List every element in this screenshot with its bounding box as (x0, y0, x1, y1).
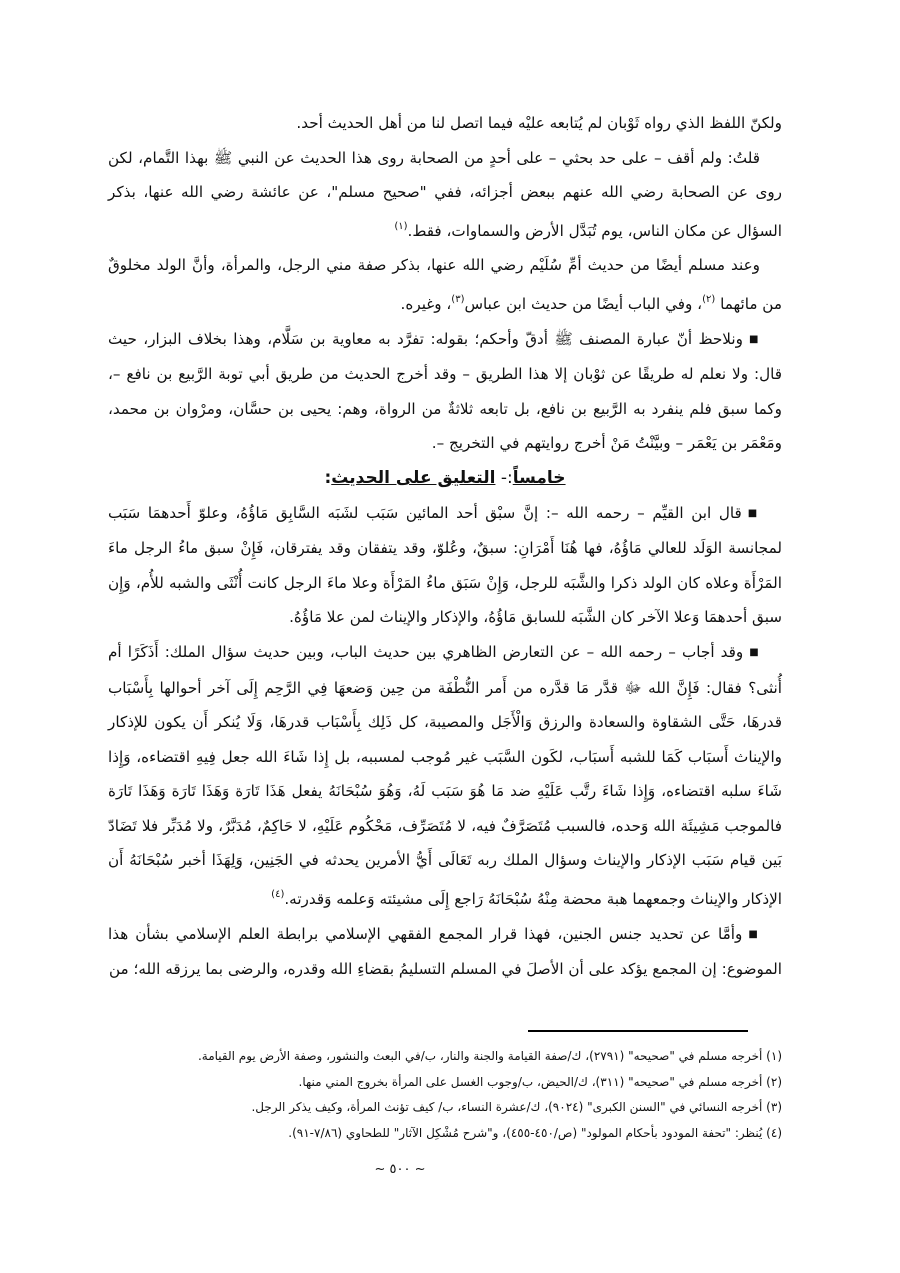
bullet-icon: ■ (747, 507, 760, 519)
heading-separator: :- (495, 467, 513, 488)
paragraph-2: قلتُ: ولم أقف – على حد بحثي – على أحدٍ من الصحابة روى هذا الحديث عن النبي ﷺ بهذا التَّمام، لكن روى عن الصحابة رضي الله عنهم ببعض أجزائه، ففي "صحيح مسلم"، عن عائشة رضي الله عنها، بذكر السؤال عن مكان الناس، يوم تُبَدَّل الأرض والسماوات، فقط.$^{(١)}$ (108, 148, 782, 240)
section-title: التعليق على الحديث (331, 467, 496, 488)
footnote-ref-4[interactable]: (٤) (271, 889, 285, 901)
paragraph-6: ■وقد أجاب – رحمه الله – عن التعارض الظاهري بين حديث الباب، وبين حديث سؤال الملك: أَذَكَرًا أم أُنثى؟ فقال: فَإِنَّ الله ﷻ قدَّر مَا قدَّره من أَمر النُّطْفَة من حِين وَضعهَا فِي الرَّحِم إِلَى آخر أحوالها بِأَسْبَاب قدرهَا، حَتَّى الشقاوة والسعادة والرزق وَالْأَجَل والمصيبة، كل ذَلِك بِأَسْبَاب قدرهَا، وَلَا يُنكر أَن يكون للإذكار والإيناث أَسبَاب كَمَا للشبه أَسبَاب، لكَون السَّبَب غير مُوجب لمسببه، بل إِذا شَاءَ الله جعل فِيهِ اقتضاءه، وَإِذا شَاءَ سلبه اقتضاءه، وَإِذا شَاءَ رتَّب عَلَيْهِ ضد مَا هُوَ سَبَب لَهُ، وَهُوَ سُبْحَانَهُ يفعل هَذَا تَارَة وَهَذَا تَارَة وَهَذَا تَارَة فالموجب مَشِيئَة الله وَحده، فالسبب مُتَصَرَّفٌ فيه، لا مُتَصَرِّف، مَحْكُوم عَلَيْهِ، لا حَاكِمٌ، مُدَبَّرٌ، ولا مُدَبِّر فلا تَضَادّ بَين قيام سَبَب الإذكار والإيناث وسؤال الملك ربه تَعَالَى أَيُّ الأمرين يحدثه في الجَنِين، وَلِهَذَا أخبر سُبْحَانَهُ أَن الإذكار والإيناث وجمعهما هبة محضة مِنْهُ سُبْحَانَهُ رَاجع إِلَى مشيئته وَعلمه وَقدرته.$^{(٤)}$ (108, 642, 782, 909)
paragraph-7: ■وأمَّا عن تحديد جنس الجنين، فهذا قرار المجمع الفقهي الإسلامي برابطة العلم الإسلامي بشأن هذا الموضوع: إن المجمع يؤكد على أن الأصلَ في المسلم التسليمُ بقضاءِ الله وقدره، والرضى بما يرزقه الله؛ من (108, 924, 782, 979)
footnotes (108, 1044, 782, 1146)
paragraph-3: وعند مسلم أيضًا من حديث أمِّ سُلَيْم رضي الله عنها، بذكر صفة مني الرجل، والمرأة، وأنَّ الولد مخلوقٌ من مائهما $^{(٢)}$، وفي الباب أيضًا من حديث ابن عباس$^{(٣)}$، وغيره. (108, 256, 782, 313)
main-text (108, 106, 782, 987)
footnote-ref-3[interactable]: (٣) (451, 293, 465, 305)
footnote-ref-2[interactable]: (٢) (702, 293, 716, 305)
section-heading (108, 461, 782, 496)
page-number: ~ ٥٠٠ ~ (374, 1162, 426, 1177)
footnote-ref-1[interactable]: (١) (394, 220, 408, 232)
footnote-3: (٣) أخرجه النسائي في "السنن الكبرى" (٩٠٢٤)، ك/عشرة النساء، ب/ كيف تؤنث المرأة، وكيف يذكر الرجل. (251, 1100, 782, 1114)
bullet-icon: ■ (748, 333, 760, 345)
paragraph-5: ■قال ابن القيِّم – رحمه الله –: إنَّ سبْق أحد المائين سَبَب لشَبَه السَّابِق مَاؤُهُ، وعلوّ أَحدهمَا سَبَب لمجانسة الوَلَد للعالي مَاؤُهُ، فها هُنَا أَمْرَانِ: سبقٌ، وعُلوّ، وقد يتفقان وقد يفترقان، فَإِنْ سبق ماءُ الرجل ماءَ المَرْأَة وعلاه كان الولد ذكرا والشَّبَه للرجل، وَإِنْ سَبَق ماءُ المَرْأَة وعلا ماءَ الرجل كانت أُنْثَى والشبه للأُم، وَإِن سبق أحدهمَا وَعلا الآخر كان الشَّبَه للسابق مَاؤُهُ، والإذكار والإيناث لمن علا مَاؤُهُ. (108, 503, 782, 627)
footnote-1: (١) أخرجه مسلم في "صحيحه" (٢٧٩١)، ك/صفة القيامة والجنة والنار، ب/في البعث والنشور، وصفة الأرض يوم القيامة. (197, 1049, 782, 1063)
footnote-2: (٢) أخرجه مسلم في "صحيحه" (٣١١)، ك/الحيض، ب/وجوب الغسل على المرأة بخروج المني منها. (298, 1074, 782, 1089)
paragraph-1: ولكنّ اللفظ الذي رواه ثَوْبان لم يُتابعه عليْه فيما اتصل لنا من أهل الحديث أحد. (296, 114, 782, 132)
footnote-separator (528, 1030, 748, 1032)
bullet-icon: ■ (748, 928, 760, 940)
section-number: خامساً (512, 467, 566, 488)
heading-end: : (324, 467, 332, 488)
bullet-icon: ■ (749, 646, 760, 658)
paragraph-4: ■ونلاحظ أنّ عبارة المصنف ﷺ أدقّ وأحكم؛ بقوله: تفرَّد به معاوية بن سَلَّام، وهذا بخلاف البزار، حيث قال: ولا نعلم له طريقًا عن ثوْبان إلا هذا الطريق – وقد أخرج الحديث من طريق أبي توبة الرَّبيع بن نافع –، وكما سبق فلم ينفرد به الرَّبيع بن نافع، بل تابعه ثلاثةٌ من الرواة، وهم: يحيى بن حسَّان، ومرْوان بن محمد، ومَعْمَر بن يَعْمَر – وبيَّنْتُ مَنْ أخرج روايتهم في التخريج –. (108, 329, 782, 453)
footnote-4: (٤) يُنظر: "تحفة المودود بأحكام المولود" (ص/٤٥٠-٤٥٥)، و"شرح مُشْكِل الآثار" للطحاوي (٧/٨٦-٩١). (288, 1125, 782, 1140)
